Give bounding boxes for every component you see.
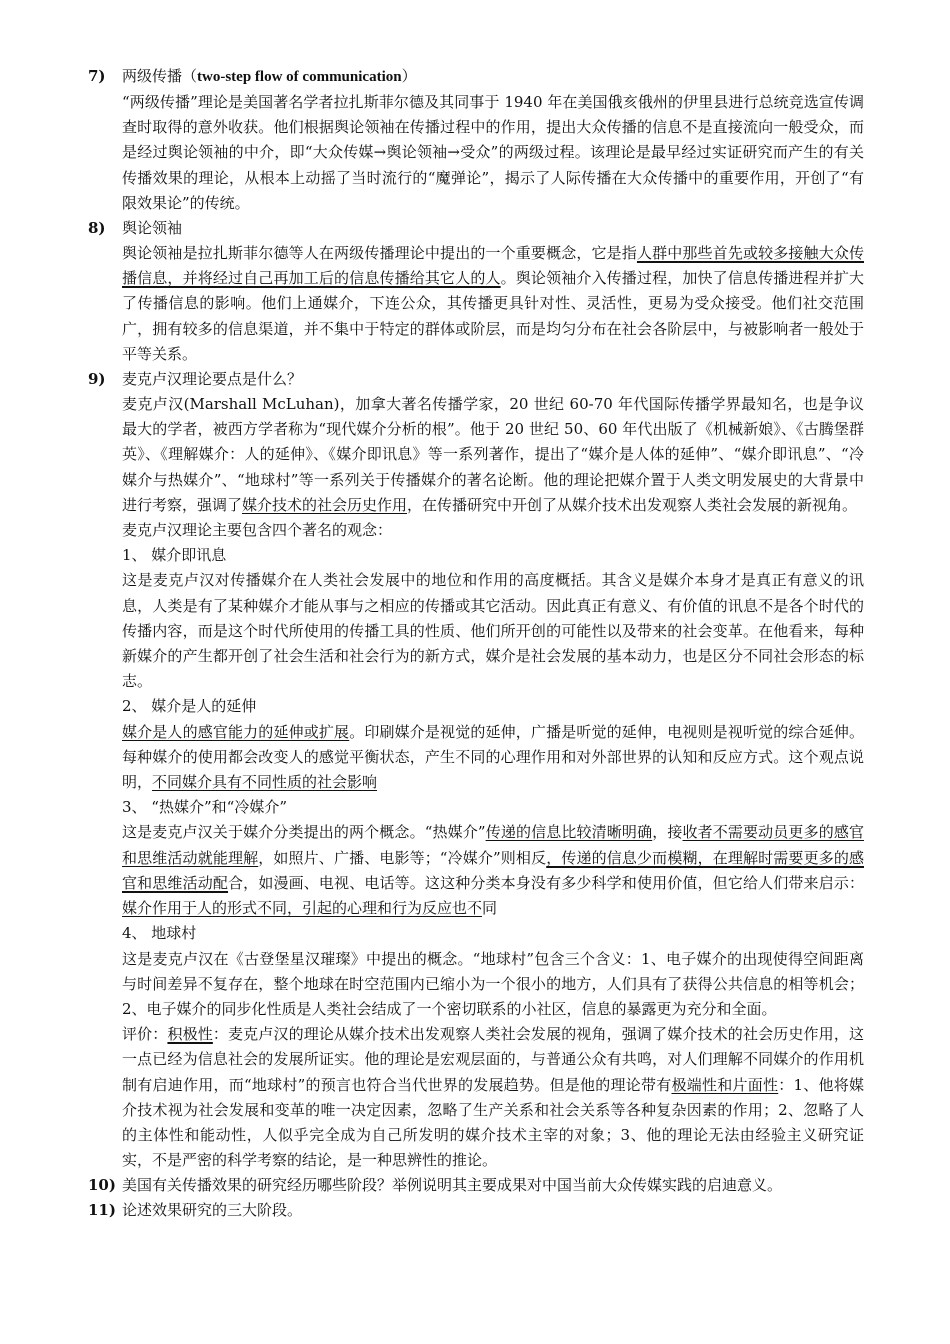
section-10-number: 10) xyxy=(88,1176,116,1195)
document-page xyxy=(88,64,864,1223)
section-7-heading xyxy=(88,64,864,90)
section-11-heading xyxy=(88,1198,864,1223)
underlined-phrase: 媒介是人的感官能力的延伸或扩展 xyxy=(122,722,350,741)
underlined-phrase: 不同媒介具有不同性质的社会影响 xyxy=(152,773,378,792)
concept-4-heading: 4、 地球村 xyxy=(122,924,197,943)
concept-4-body: 这是麦克卢汉在《古登堡星汉璀璨》中提出的概念。“地球村”包含三个含义：1、电子媒介的出现使得空间距离与时间差异不复存在，整个地球在时空范围内已缩小为一个很小的地方，人们具有了获得公共信息的相等机会；2、电子媒介的同步化性质是人类社会结成了一个密切联系的小社区，信息的暴露更为充分和全面。 xyxy=(122,949,864,1018)
section-8-body: 舆论领袖是拉扎斯菲尔德等人在两级传播理论中提出的一个重要概念，它是指人群中那些首先或较多接触大众传播信息，并将经过自己再加工后的信息传播给其它人的人。舆论领袖介入传播过程，加快了信息传播进程并扩大了传播信息的影响。他们上通媒介，下连公众，其传播更具针对性、灵活性，更易为受众接受。他们社交范围广，拥有较多的信息渠道，并不集中于特定的群体或阶层，而是均匀分布在社会各阶层中，与被影响者一般处于平等关系。 xyxy=(122,244,864,363)
concept-1-heading: 1、 媒介即讯息 xyxy=(122,546,227,565)
underlined-phrase: 极端性和片面性 xyxy=(671,1075,779,1094)
section-7-number: 7) xyxy=(88,67,106,85)
underlined-phrase: 媒介技术的社会历史作用 xyxy=(242,495,408,514)
section-9-intro: 麦克卢汉(Marshall McLuhan)，加拿大著名传播学家，20 世纪 60-70 年代国际传播学界最知名，也是争议最大的学者，被西方学者称为“现代媒介分析的根”。他于 20 世纪 50、60 年代出版了《机械新娘》、《古腾堡群英》、《理解媒介：人的延伸》、《媒介即讯息》等一系列著作，提出了“媒介是人体的延伸”、“媒介即讯息”、“冷媒介与热媒介”、“地球村”等一系列关于传播媒介的著名论断。他的理论把媒介置于人类文明发展史的大背景中进行考察，强调了媒介技术的社会历史作用，在传播研究中开创了从媒介技术出发观察人类社会发展的新视角。 xyxy=(122,395,864,514)
section-9-heading xyxy=(88,367,864,392)
concept-2-heading: 2、 媒介是人的延伸 xyxy=(122,697,257,716)
section-11-number: 11) xyxy=(88,1201,116,1220)
section-8-number: 8) xyxy=(88,219,106,238)
section-9-title: 麦克卢汉理论要点是什么？ xyxy=(122,370,303,389)
concept-1-body: 这是麦克卢汉对传播媒介在人类社会发展中的地位和作用的高度概括。其含义是媒介本身才是真正有意义的讯息，人类是有了某种媒介才能从事与之相应的传播或其它活动。因此真正有意义、有价值的讯息不是各个时代的传播内容，而是这个时代所使用的传播工具的性质、他们所开创的可能性以及带来的社会变革。在他看来，每种新媒介的产生都开创了社会生活和社会行为的新方式，媒介是社会发展的基本动力，也是区分不同社会形态的标志。 xyxy=(122,571,864,691)
section-10-heading xyxy=(88,1173,864,1198)
section-11-title: 论述效果研究的三大阶段。 xyxy=(122,1201,303,1220)
underlined-phrase: 收者不需要动员更多的感官和思维活动就能理解 xyxy=(122,823,864,867)
section-8-title: 舆论领袖 xyxy=(122,219,183,238)
section-9-summary: 麦克卢汉理论主要包含四个著名的观念： xyxy=(122,521,393,540)
section-9-number: 9) xyxy=(88,370,106,389)
section-8-heading xyxy=(88,216,864,241)
underlined-phrase: 积极性 xyxy=(167,1025,213,1044)
concept-2-body: 媒介是人的感官能力的延伸或扩展。印刷媒介是视觉的延伸，广播是听觉的延伸，电视则是视听觉的综合延伸。每种媒介的使用都会改变人的感觉平衡状态，产生不同的心理作用和对外部世界的认知和反应方式。这个观点说明，不同媒介具有不同性质的社会影响 xyxy=(122,722,864,792)
concept-3-body: 这是麦克卢汉关于媒介分类提出的两个概念。“热媒介”传递的信息比较清晰明确，接收者不需要动员更多的感官和思维活动就能理解，如照片、广播、电影等；“冷媒介”则相反，传递的信息少而模糊，在理解时需要更多的感官和思维活动配合，如漫画、电视、电话等。这这种分类本身没有多少科学和使用价值，但它给人们带来启示：媒介作用于人的形式不同，引起的心理和行为反应也不同 xyxy=(122,823,864,918)
concept-3-heading: 3、 “热媒介”和“冷媒介” xyxy=(122,798,287,817)
evaluation-paragraph: 评价：积极性：麦克卢汉的理论从媒介技术出发观察人类社会发展的视角，强调了媒介技术的社会历史作用，这一点已经为信息社会的发展所证实。他的理论是宏观层面的，与普通公众有共鸣，对人们理解不同媒介的作用机制有启迪作用，而“地球村”的预言也符合当代世界的发展趋势。但是他的理论带有极端性和片面性：1、他将媒介技术视为社会发展和变革的唯一决定因素，忽略了生产关系和社会关系等各种复杂因素的作用；2、忽略了人的主体性和能动性，人似乎完全成为自己所发明的媒介技术主宰的对象；3、他的理论无法由经验主义研究证实，不是严密的科学考察的结论，是一种思辨性的推论。 xyxy=(122,1025,864,1170)
underlined-definition: 人群中那些首先或较多接触大众传播信息，并将经过自己再加工后的信息传播给其它人的人 xyxy=(122,244,864,288)
underlined-phrase: ，传递的信息少而模糊，在理解时需要更多的感官和思维活动配 xyxy=(122,848,864,892)
section-7-body: “两级传播”理论是美国著名学者拉扎斯菲尔德及其同事于 1940 年在美国俄亥俄州的伊里县进行总统竞选宣传调查时取得的意外收获。他们根据舆论领袖在传播过程中的作用，提出大众传播的信息不是直接流向一般受众，而是经过舆论领袖的中介，即“大众传媒→舆论领袖→受众”的两级过程。该理论是最早经过实证研究而产生的有关传播效果的理论，从根本上动摇了当时流行的“魔弹论”，揭示了人际传播在大众传播中的重要作用，开创了“有限效果论”的传统。 xyxy=(122,93,864,212)
section-7-title: 两级传播（two-step flow of communication） xyxy=(122,67,417,85)
underlined-phrase: 传递的信息比较清晰明确 xyxy=(485,823,653,842)
section-10-title: 美国有关传播效果的研究经历哪些阶段？举例说明其主要成果对中国当前大众传媒实践的启迪意义。 xyxy=(122,1176,783,1195)
underlined-phrase: 媒介作用于人的形式不同，引起的心理和行为反应也不 xyxy=(122,899,483,918)
